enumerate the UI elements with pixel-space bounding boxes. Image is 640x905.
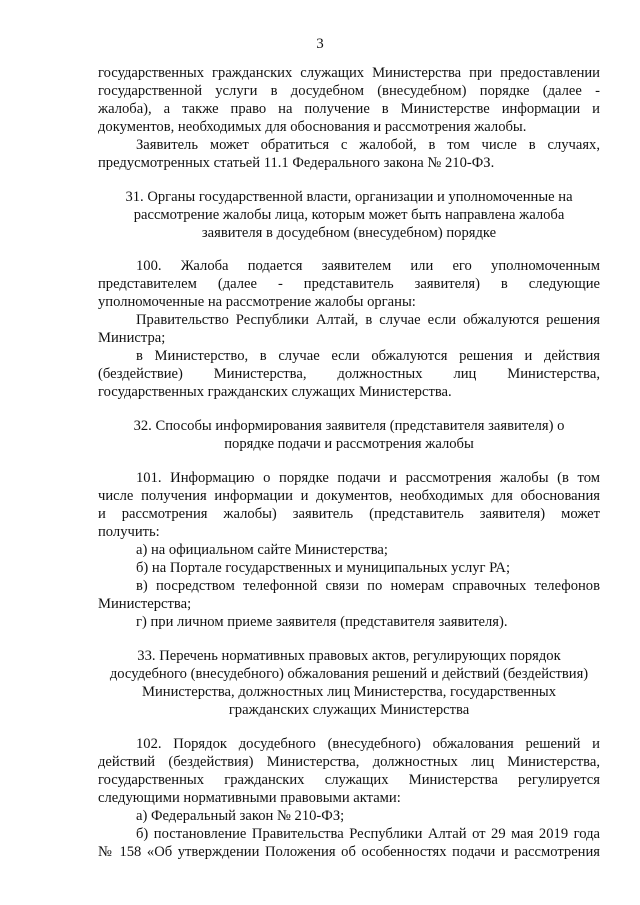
text-line: Министра; (98, 330, 166, 346)
text-line: уполномоченные на рассмотрение жалобы органы: (98, 294, 416, 310)
list-item: а) на официальном сайте Министерства; (136, 542, 388, 558)
text-line: 100. Жалоба подается заявителем или его уполномоченным (136, 258, 600, 274)
list-item: а) Федеральный закон № 210-ФЗ; (136, 808, 345, 824)
text-line: получить: (98, 524, 160, 540)
page-number: 3 (316, 36, 324, 52)
section-heading-line: порядке подачи и рассмотрения жалобы (224, 436, 474, 452)
text-line: 101. Информацию о порядке подачи и рассмотрения жалобы (в том (136, 470, 600, 486)
section-heading-line: Министерства, должностных лиц Министерства, государственных (141, 684, 557, 700)
text-line: числе получения информации и документов, необходимых для обоснования (98, 488, 600, 504)
text-line: представителем (далее - представитель заявителя) в следующие (98, 276, 600, 292)
text-line: предусмотренных статьей 11.1 Федерального закона № 210-ФЗ. (98, 155, 495, 171)
section-heading-line: 32. Способы информирования заявителя (представителя заявителя) о (133, 418, 565, 434)
text-line: следующими нормативными правовыми актами: (98, 790, 401, 806)
text-line: жалоба), а также право на получение в Министерстве информации и (98, 101, 600, 117)
text-line: и рассмотрения жалобы) заявитель (представитель заявителя) может (98, 506, 600, 522)
text-line: 102. Порядок досудебного (внесудебного) обжалования решений и (136, 736, 600, 752)
text-line: государственной услуги в досудебном (внесудебном) порядке (далее - (98, 83, 600, 99)
text-line: Заявитель может обратиться с жалобой, в том числе в случаях, (136, 137, 600, 153)
text-line: государственных гражданских служащих Министерства. (98, 384, 452, 400)
section-heading-line: 31. Органы государственной власти, организации и уполномоченные на (125, 189, 573, 205)
text-line: № 158 «Об утверждении Положения об особенностях подачи и рассмотрения (98, 844, 600, 860)
text-line: (бездействие) Министерства, должностных лиц Министерства, (98, 366, 600, 382)
list-item: в) посредством телефонной связи по номерам справочных телефонов (136, 578, 600, 594)
list-item: б) постановление Правительства Республики Алтай от 29 мая 2019 года (136, 826, 600, 842)
section-heading-line: заявителя в досудебном (внесудебном) порядке (201, 225, 497, 241)
list-item: г) при личном приеме заявителя (представителя заявителя). (136, 614, 508, 630)
list-item: б) на Портале государственных и муниципальных услуг РА; (136, 560, 511, 576)
section-heading-line: 33. Перечень нормативных правовых актов, регулирующих порядок (137, 648, 561, 664)
text-line: действий (бездействия) Министерства, должностных лиц Министерства, (98, 754, 600, 770)
section-heading-line: рассмотрение жалобы лица, которым может быть направлена жалоба (133, 207, 565, 223)
section-heading-line: гражданских служащих Министерства (228, 702, 470, 718)
list-item: Министерства; (98, 596, 192, 612)
text-line: в Министерство, в случае если обжалуются решения и действия (136, 348, 600, 364)
section-heading-line: досудебного (внесудебного) обжалования решений и действий (бездействия) (109, 666, 589, 682)
text-line: документов, необходимых для обоснования и рассмотрения жалобы. (98, 119, 527, 135)
text-line: государственных гражданских служащих Министерства регулируется (98, 772, 600, 788)
text-line: Правительство Республики Алтай, в случае если обжалуются решения (136, 312, 600, 328)
text-line: государственных гражданских служащих Министерства при предоставлении (98, 65, 600, 81)
